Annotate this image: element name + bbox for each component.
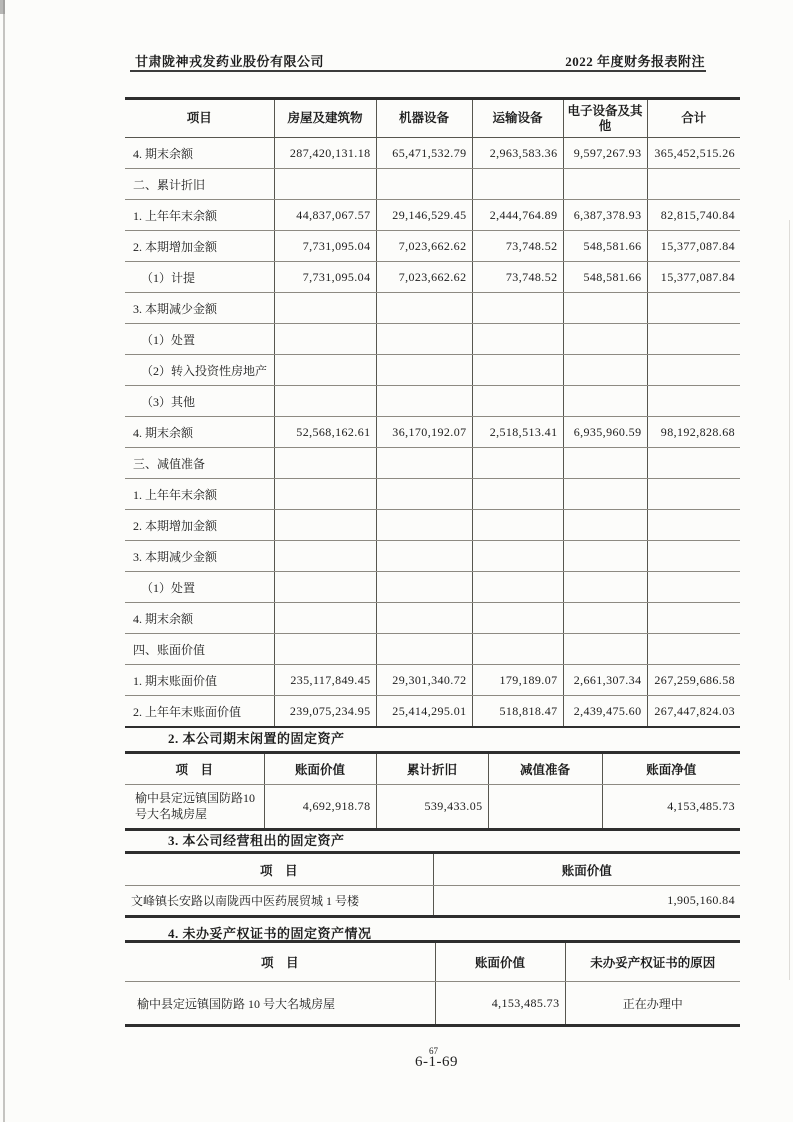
table-row (125, 138, 740, 169)
row-label: 2. 本期增加金额 (125, 231, 274, 262)
cell-value: 235,117,849.45 (274, 665, 376, 696)
leased-out-fixed-assets-table (125, 851, 740, 918)
column-header: 账面价值 (433, 853, 740, 886)
cell-value: 267,259,686.58 (647, 665, 740, 696)
section-title-assets-without-certificate: 4. 未办妥产权证书的固定资产情况 (168, 926, 372, 941)
cell-value (563, 169, 647, 200)
cell-value (563, 324, 647, 355)
cell-value (274, 634, 376, 665)
cell-value (488, 785, 602, 830)
row-label: 4. 期末余额 (125, 138, 274, 169)
table-row (125, 665, 740, 696)
cell-value (472, 293, 563, 324)
table-row (125, 785, 740, 830)
cell-value (274, 541, 376, 572)
cell-value (376, 386, 472, 417)
cell-value: 65,471,532.79 (376, 138, 472, 169)
row-label: 1. 期末账面价值 (125, 665, 274, 696)
cell-value (376, 293, 472, 324)
cell-value (376, 448, 472, 479)
cell-value: 15,377,087.84 (647, 231, 740, 262)
header-divider-line (130, 70, 706, 72)
cell-value: 36,170,192.07 (376, 417, 472, 448)
cell-value: 29,301,340.72 (376, 665, 472, 696)
cell-value (274, 510, 376, 541)
cell-value: 73,748.52 (472, 262, 563, 293)
column-header: 项 目 (125, 853, 433, 886)
cell-value (274, 448, 376, 479)
cell-value: 539,433.05 (376, 785, 488, 830)
cell-value: 4,692,918.78 (264, 785, 376, 830)
row-label: 二、累计折旧 (125, 169, 274, 200)
table-row (125, 541, 740, 572)
table-row (125, 417, 740, 448)
table-header-row (125, 99, 740, 138)
cell-value: 25,414,295.01 (376, 696, 472, 728)
cell-value (647, 169, 740, 200)
cell-value: 4,153,485.73 (435, 982, 565, 1026)
cell-value (274, 324, 376, 355)
column-header: 减值准备 (488, 753, 602, 785)
cell-value (376, 634, 472, 665)
table-row (125, 324, 740, 355)
column-header: 项 目 (125, 942, 435, 982)
column-header: 合计 (647, 99, 740, 138)
cell-value: 518,818.47 (472, 696, 563, 728)
table-row (125, 262, 740, 293)
cell-value (647, 541, 740, 572)
cell-value: 548,581.66 (563, 231, 647, 262)
row-label: 榆中县定远镇国防路 10 号大名城房屋 (125, 982, 435, 1026)
table-row (125, 603, 740, 634)
cell-value: 9,597,267.93 (563, 138, 647, 169)
cell-value (563, 448, 647, 479)
cell-value (563, 634, 647, 665)
table-row (125, 169, 740, 200)
cell-value: 548,581.66 (563, 262, 647, 293)
table-row (125, 510, 740, 541)
cell-value: 2,439,475.60 (563, 696, 647, 728)
cell-value: 正在办理中 (622, 996, 683, 1011)
cell-value (472, 479, 563, 510)
cell-value (647, 510, 740, 541)
row-label: 2. 本期增加金额 (125, 510, 274, 541)
cell-value: 267,447,824.03 (654, 703, 735, 718)
table-row (125, 982, 740, 1026)
cell-value: 2,963,583.36 (472, 138, 563, 169)
table-row (125, 886, 740, 917)
cell-value: 2,444,764.89 (472, 200, 563, 231)
cell-value: 239,075,234.95 (274, 696, 376, 728)
cell-value: 15,377,087.84 (647, 262, 740, 293)
row-label: 四、账面价值 (125, 634, 274, 665)
table-row (125, 448, 740, 479)
column-header: 运输设备 (472, 99, 563, 138)
cell-value (472, 386, 563, 417)
cell-value (647, 324, 740, 355)
cell-value: 7,731,095.04 (274, 231, 376, 262)
cell-value (647, 386, 740, 417)
scan-edge-left-artifact (3, 0, 5, 1122)
page-footer (0, 1046, 793, 1071)
row-label: 3. 本期减少金额 (125, 541, 274, 572)
cell-value (376, 324, 472, 355)
page-number-superscript: 67 (429, 1046, 438, 1056)
cell-value (563, 355, 647, 386)
row-label: （1）处置 (125, 324, 274, 355)
cell-value: 7,023,662.62 (376, 231, 472, 262)
cell-value (563, 510, 647, 541)
column-header: 账面价值 (264, 753, 376, 785)
company-name: 甘肃陇神戎发药业股份有限公司 (135, 54, 325, 69)
table-row (125, 634, 740, 665)
row-label: 1. 上年年末余额 (125, 479, 274, 510)
cell-value (472, 169, 563, 200)
cell-value (563, 386, 647, 417)
cell-value (274, 386, 376, 417)
cell-value: 6,387,378.93 (563, 200, 647, 231)
scan-edge-right-artifact (789, 220, 790, 980)
row-label: （1）处置 (125, 572, 274, 603)
row-label: 4. 期末余额 (125, 603, 274, 634)
row-label: 榆中县定远镇国防路10号大名城房屋 (125, 785, 264, 830)
page-number-group (415, 1046, 458, 1071)
cell-value (647, 448, 740, 479)
row-label: 三、减值准备 (125, 448, 274, 479)
assets-without-certificate-table (125, 940, 740, 1027)
cell-value (472, 572, 563, 603)
cell-value (274, 572, 376, 603)
cell-value (376, 169, 472, 200)
table-row (125, 293, 740, 324)
table-row (125, 355, 740, 386)
cell-value (274, 603, 376, 634)
column-header: 电子设备及其他 (563, 99, 647, 138)
row-label: （1）计提 (125, 262, 274, 293)
cell-value (472, 448, 563, 479)
cell-value (563, 603, 647, 634)
row-label: （3）其他 (125, 386, 274, 417)
report-title: 2022 年度财务报表附注 (565, 54, 705, 69)
idle-fixed-assets-table (125, 751, 740, 831)
table-row (125, 386, 740, 417)
cell-value (376, 541, 472, 572)
cell-value (647, 634, 740, 665)
cell-value: 98,192,828.68 (647, 417, 740, 448)
cell-value (274, 293, 376, 324)
column-header: 项目 (125, 99, 274, 138)
cell-value: 7,023,662.62 (376, 262, 472, 293)
table-row (125, 572, 740, 603)
cell-value: 287,420,131.18 (274, 138, 376, 169)
row-label: 1. 上年年末余额 (125, 200, 274, 231)
row-label: 4. 期末余额 (125, 417, 274, 448)
section-title-leased-out-fixed-assets: 3. 本公司经营租出的固定资产 (168, 833, 345, 848)
table-row (125, 696, 740, 728)
cell-value: 82,815,740.84 (647, 200, 740, 231)
table-header-row (125, 942, 740, 982)
page-number: 6-1-69 (415, 1054, 458, 1070)
cell-value (274, 355, 376, 386)
cell-value (274, 479, 376, 510)
cell-value: 44,837,067.57 (274, 200, 376, 231)
cell-value (472, 324, 563, 355)
cell-value (376, 355, 472, 386)
cell-value (274, 169, 376, 200)
table-header-row (125, 753, 740, 785)
cell-value (563, 541, 647, 572)
column-header: 账面净值 (602, 753, 740, 785)
cell-value (647, 479, 740, 510)
cell-value (647, 603, 740, 634)
cell-value (472, 510, 563, 541)
column-header: 项 目 (125, 753, 264, 785)
cell-value: 52,568,162.61 (274, 417, 376, 448)
cell-value: 179,189.07 (472, 665, 563, 696)
cell-value: 2,518,513.41 (472, 417, 563, 448)
cell-value (376, 572, 472, 603)
scan-corner-smudge (0, 0, 5, 14)
cell-value (563, 293, 647, 324)
row-label: 2. 上年年末账面价值 (125, 696, 274, 728)
column-header: 累计折旧 (376, 753, 488, 785)
cell-value (647, 572, 740, 603)
table-header-row (125, 853, 740, 886)
cell-value (647, 355, 740, 386)
column-header: 未办妥产权证书的原因 (565, 942, 740, 982)
cell-value: 1,905,160.84 (667, 893, 735, 907)
table-row (125, 479, 740, 510)
cell-value (376, 603, 472, 634)
cell-value (563, 572, 647, 603)
cell-value: 2,661,307.34 (563, 665, 647, 696)
fixed-assets-movement-table (125, 97, 740, 728)
cell-value: 4,153,485.73 (667, 798, 735, 813)
cell-value (563, 479, 647, 510)
table-row (125, 231, 740, 262)
cell-value (376, 479, 472, 510)
cell-value: 73,748.52 (472, 231, 563, 262)
section-title-idle-fixed-assets: 2. 本公司期末闲置的固定资产 (168, 731, 345, 746)
cell-value: 365,452,515.26 (647, 138, 740, 169)
cell-value: 29,146,529.45 (376, 200, 472, 231)
column-header: 房屋及建筑物 (274, 99, 376, 138)
cell-value (472, 355, 563, 386)
cell-value: 6,935,960.59 (563, 417, 647, 448)
column-header: 机器设备 (376, 99, 472, 138)
column-header: 账面价值 (435, 942, 565, 982)
row-label: 文峰镇长安路以南陇西中医药展贸城 1 号楼 (125, 886, 433, 917)
row-label: （2）转入投资性房地产 (125, 355, 274, 386)
row-label: 3. 本期减少金额 (125, 293, 274, 324)
cell-value (472, 634, 563, 665)
table-row (125, 200, 740, 231)
cell-value (647, 293, 740, 324)
cell-value (472, 603, 563, 634)
cell-value (472, 541, 563, 572)
cell-value: 7,731,095.04 (274, 262, 376, 293)
cell-value (376, 510, 472, 541)
